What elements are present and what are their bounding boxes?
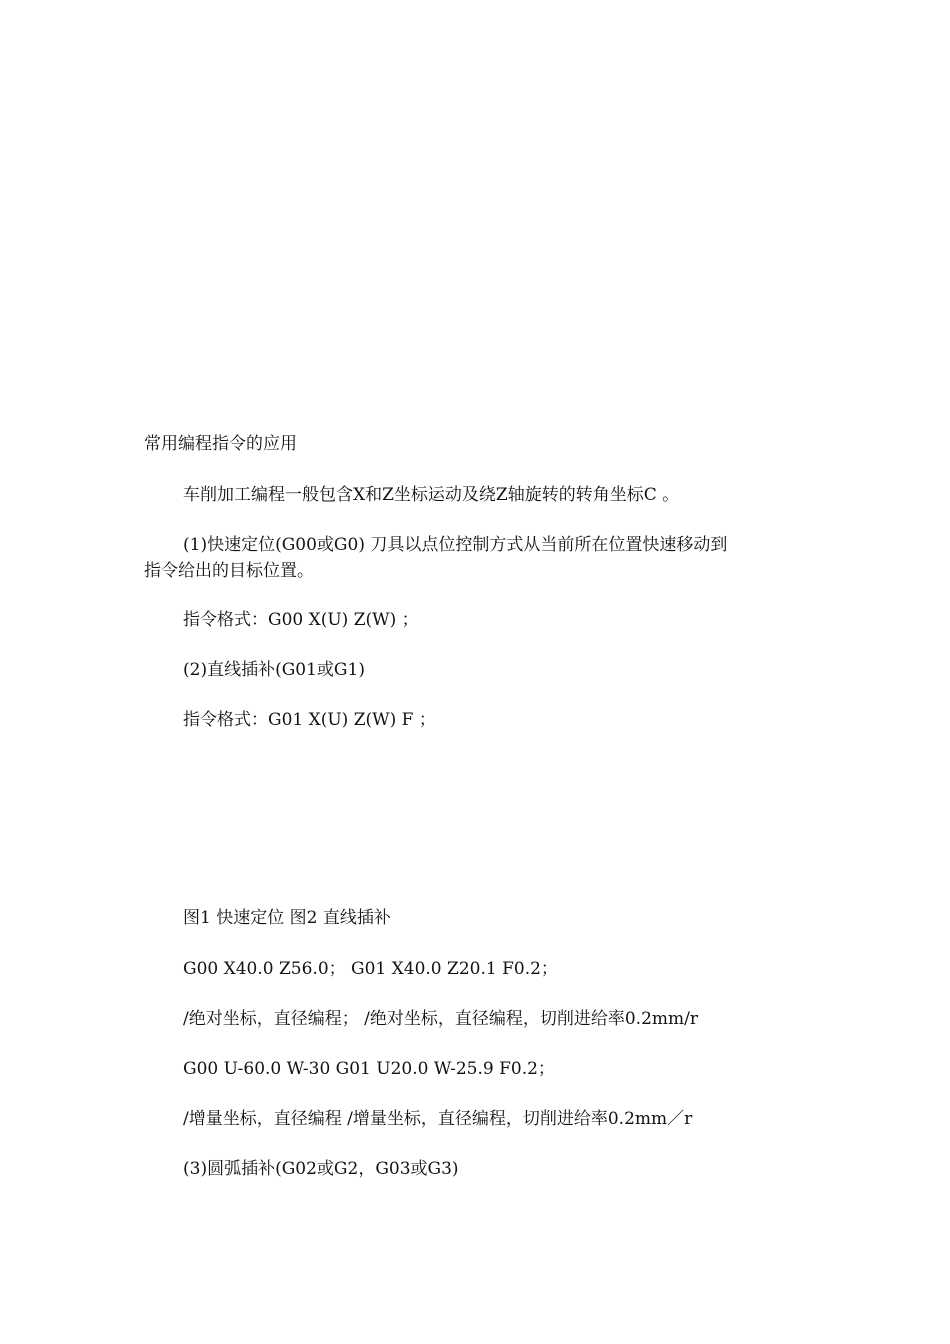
paragraph-rapid-positioning-continuation: 指令给出的目标位置。 bbox=[144, 561, 314, 581]
paragraph-g01-format: 指令格式：G01 X(U) Z(W) F ； bbox=[183, 710, 436, 730]
paragraph-g00-format: 指令格式：G00 X(U) Z(W) ； bbox=[183, 610, 419, 630]
code-incremental-example: G00 U-60.0 W-30 G01 U20.0 W-25.9 F0.2； bbox=[183, 1059, 555, 1079]
comment-absolute-example: /绝对坐标，直径编程； /绝对坐标，直径编程，切削进给率0.2mm/r bbox=[183, 1009, 698, 1029]
paragraph-rapid-positioning: (1)快速定位(G00或G0) 刀具以点位控制方式从当前所在位置快速移动到 bbox=[183, 535, 728, 555]
paragraph-intro: 车削加工编程一般包含X和Z坐标运动及绕Z轴旋转的转角坐标C 。 bbox=[183, 485, 680, 505]
document-title: 常用编程指令的应用 bbox=[144, 434, 297, 454]
comment-incremental-example: /增量坐标，直径编程 /增量坐标，直径编程，切削进给率0.2mm／r bbox=[183, 1109, 693, 1129]
paragraph-circular-interpolation: (3)圆弧插补(G02或G2，G03或G3) bbox=[183, 1159, 459, 1179]
code-absolute-example: G00 X40.0 Z56.0； G01 X40.0 Z20.1 F0.2； bbox=[183, 959, 558, 979]
paragraph-linear-interpolation: (2)直线插补(G01或G1) bbox=[183, 660, 365, 680]
figure-captions: 图1 快速定位 图2 直线插补 bbox=[183, 908, 391, 928]
